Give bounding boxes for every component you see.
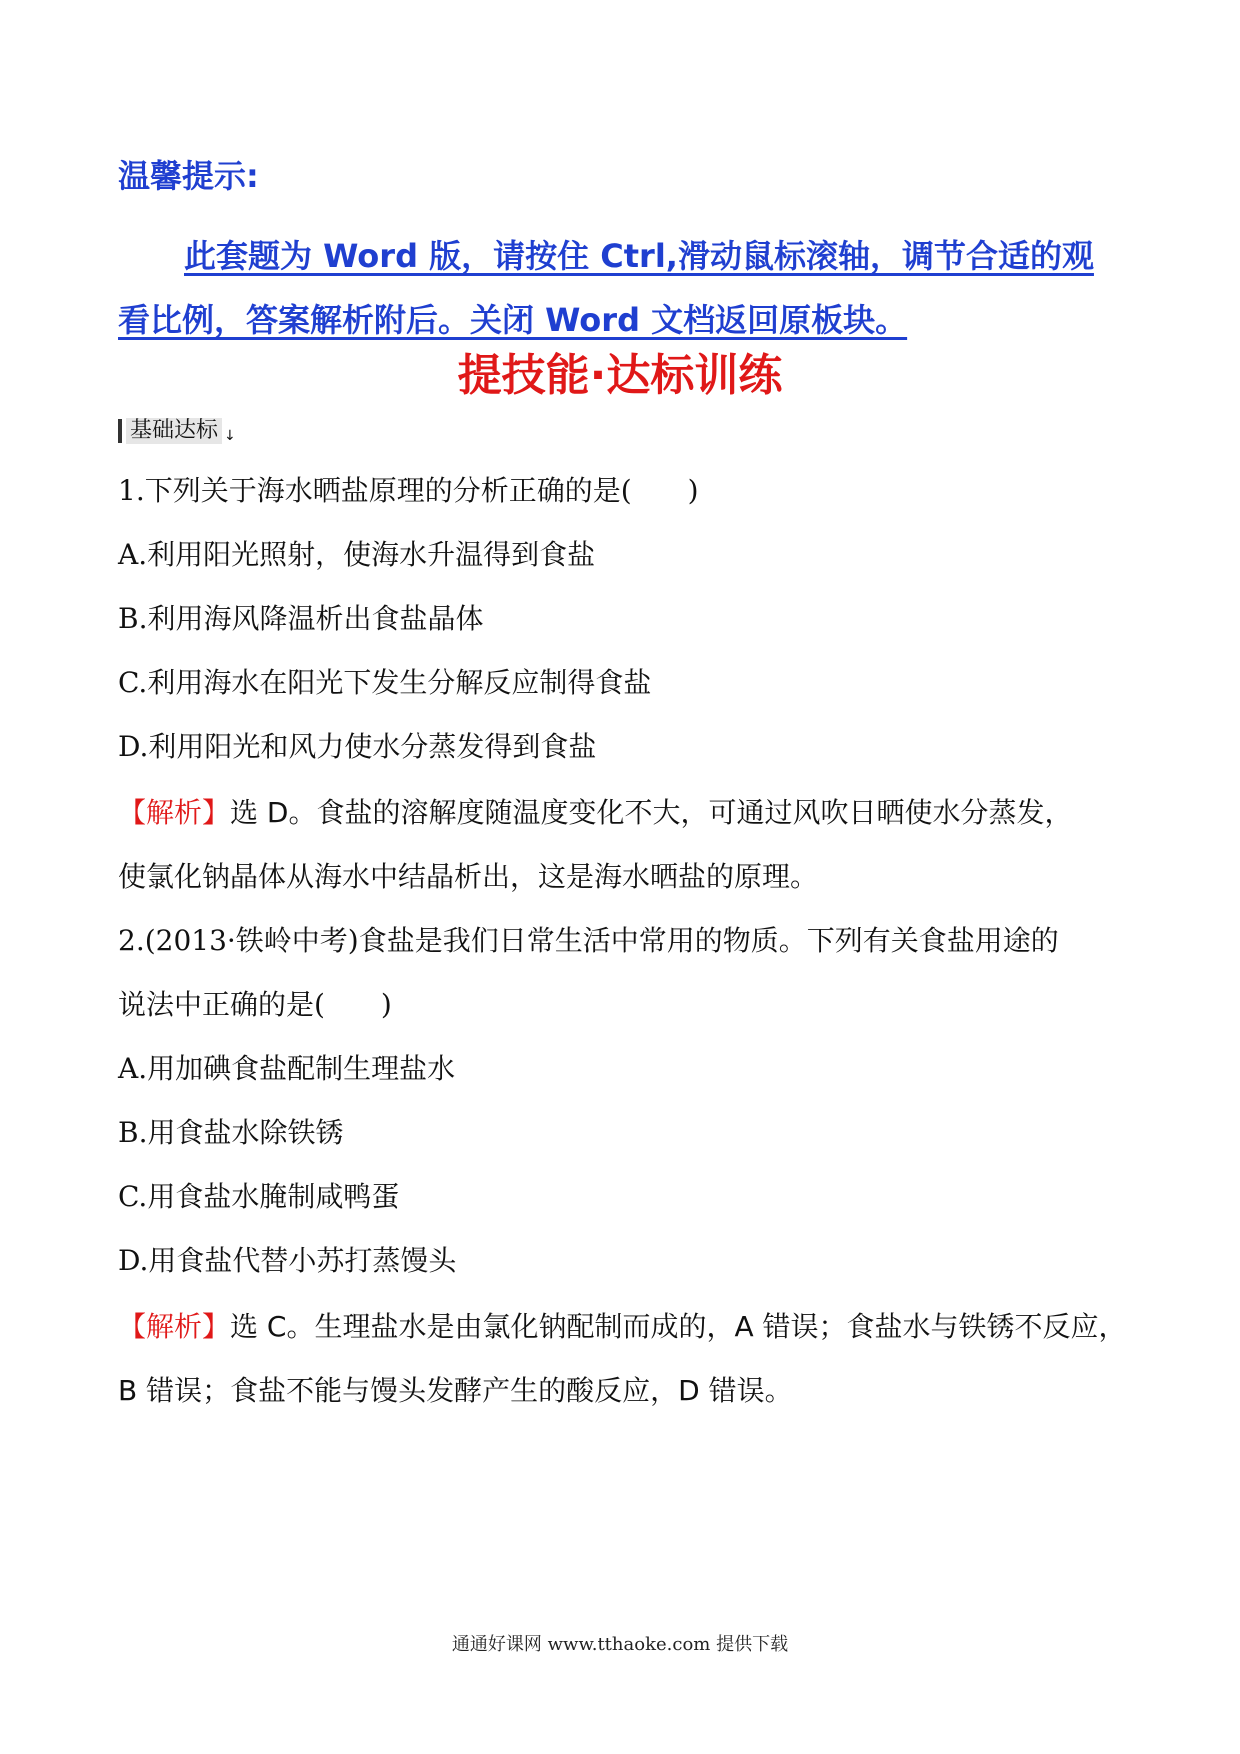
q1-option-a: A.利用阳光照射，使海水升温得到食盐 [118,538,596,571]
q1-option-c: C.利用海水在阳光下发生分解反应制得食盐 [118,666,652,699]
q1-stem: 1.下列关于海水晒盐原理的分析正确的是( ) [118,474,699,507]
section-arrow-icon: ↓ [224,428,236,444]
q2-analysis-line-1 [118,1310,1127,1344]
q1-analysis-tag: 【解析】 [118,796,231,829]
notice-body [118,224,1138,352]
section-bar [118,419,122,443]
q2-option-b: B.用食盐水除铁锈 [118,1116,344,1149]
q1-analysis-text-1: 选 D。食盐的溶解度随温度变化不大，可通过风吹日晒使水分蒸发， [230,796,1073,829]
page-title: 提技能·达标训练 [457,350,783,401]
q2-stem-line-1: 2.(2013·铁岭中考)食盐是我们日常生活中常用的物质。下列有关食盐用途的 [118,924,1059,957]
page-footer: 通通好课网 www.tthaoke.com 提供下载 [451,1634,789,1655]
notice-line-1: 此套题为 Word 版，请按住 Ctrl,滑动鼠标滚轴，调节合适的观 [184,237,1094,275]
q2-option-d: D.用食盐代替小苏打蒸馒头 [118,1244,457,1277]
section-label [118,418,236,444]
q2-analysis-text-1: 选 C。生理盐水是由氯化钠配制而成的，A 错误；食盐水与铁锈不反应， [230,1310,1127,1343]
q2-option-c: C.用食盐水腌制咸鸭蛋 [118,1180,400,1213]
q2-stem-line-2: 说法中正确的是( ) [118,988,392,1021]
q1-analysis-line-2: 使氯化钠晶体从海水中结晶析出，这是海水晒盐的原理。 [118,860,819,893]
notice-line-2: 看比例，答案解析附后。关闭 Word 文档返回原板块。 [118,301,908,339]
section-label-text: 基础达标 [126,418,222,444]
q1-analysis-line-1 [118,796,1072,830]
q2-analysis-line-2: B 错误；食盐不能与馒头发酵产生的酸反应，D 错误。 [118,1374,793,1407]
q2-option-a: A.用加碘食盐配制生理盐水 [118,1052,456,1085]
q2-analysis-tag: 【解析】 [118,1310,231,1343]
q1-option-b: B.利用海风降温析出食盐晶体 [118,602,484,635]
notice-title: 温馨提示: [118,157,259,195]
q1-option-d: D.利用阳光和风力使水分蒸发得到食盐 [118,730,597,763]
